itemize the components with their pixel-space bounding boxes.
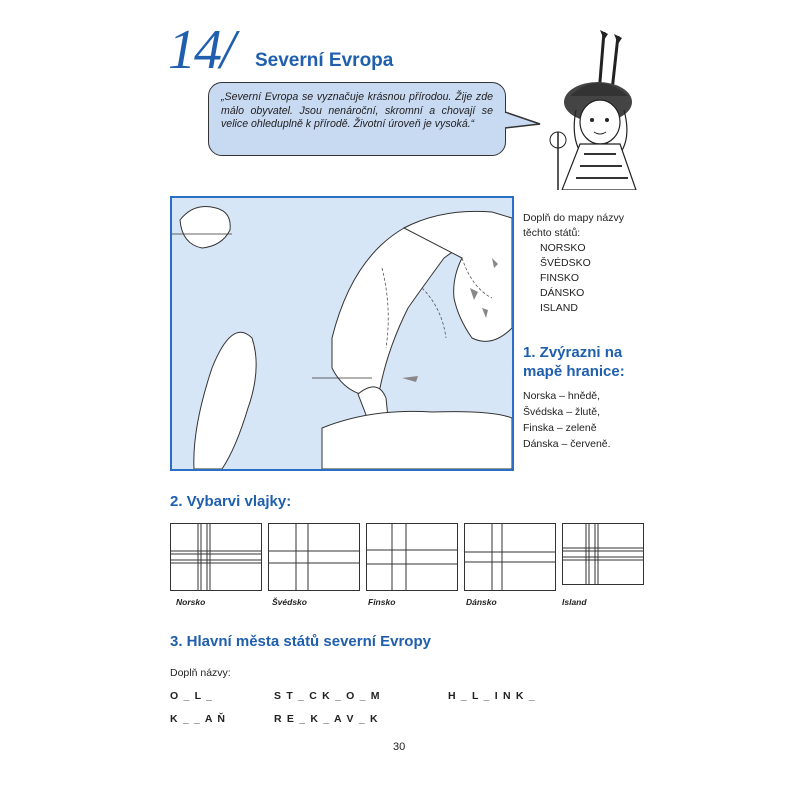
bubble-tail	[500, 108, 544, 134]
task2-heading: 2. Vybarvi vlajky:	[170, 493, 292, 510]
task1-line: Norska – hnědě,	[523, 390, 601, 402]
country-name: DÁNSKO	[540, 287, 585, 299]
chapter-title: Severní Evropa	[255, 50, 394, 71]
flag-norway-outline	[170, 523, 262, 591]
task3-heading: 3. Hlavní města států severní Evropy	[170, 633, 431, 650]
task1-heading-line1: 1. Zvýrazni na	[523, 344, 623, 361]
task1-line: Dánska – červeně.	[523, 438, 611, 450]
flag-finland-outline	[366, 523, 458, 591]
chapter-number: 14/	[168, 19, 234, 81]
country-name: FINSKO	[540, 272, 580, 284]
map-instruction-line1: Doplň do mapy názvy	[523, 212, 624, 224]
task1-heading-line2: mapě hranice:	[523, 363, 625, 380]
country-name: ISLAND	[540, 302, 578, 314]
flag-label: Island	[562, 597, 587, 607]
page-number: 30	[393, 741, 406, 753]
capital-blank: R E _ K _ A V _ K	[274, 713, 379, 725]
capital-blank: O _ L _	[170, 690, 214, 702]
capital-blank: S T _ C K _ O _ M	[274, 690, 381, 702]
flag-label: Finsko	[368, 597, 396, 607]
task1-line: Finska – zeleně	[523, 422, 597, 434]
flag-label: Dánsko	[466, 597, 497, 607]
scandinavia-outline-map	[170, 196, 514, 471]
country-name: NORSKO	[540, 242, 586, 254]
capital-blank: K _ _ A Ň	[170, 713, 227, 725]
capital-blank: H _ L _ I N K _	[448, 690, 536, 702]
flag-label: Švédsko	[272, 597, 307, 607]
task3-instruction: Doplň názvy:	[170, 667, 231, 679]
task1-line: Švédska – žlutě,	[523, 406, 601, 418]
speech-bubble: „Severní Evropa se vyznačuje krásnou přírodou. Žije zde málo obyvatel. Jsou nenároční, skromní a chovají se velice ohleduplně k přírodě. Životní úroveň je vysoká.“	[208, 82, 506, 156]
girl-with-skis-illustration	[540, 30, 660, 190]
flag-sweden-outline	[268, 523, 360, 591]
map-instruction-line2: těchto států:	[523, 227, 581, 239]
flag-iceland-outline	[562, 523, 644, 585]
map-drawing	[172, 198, 512, 469]
flag-denmark-outline	[464, 523, 556, 591]
flag-label: Norsko	[176, 597, 206, 607]
country-name: ŠVÉDSKO	[540, 257, 591, 269]
